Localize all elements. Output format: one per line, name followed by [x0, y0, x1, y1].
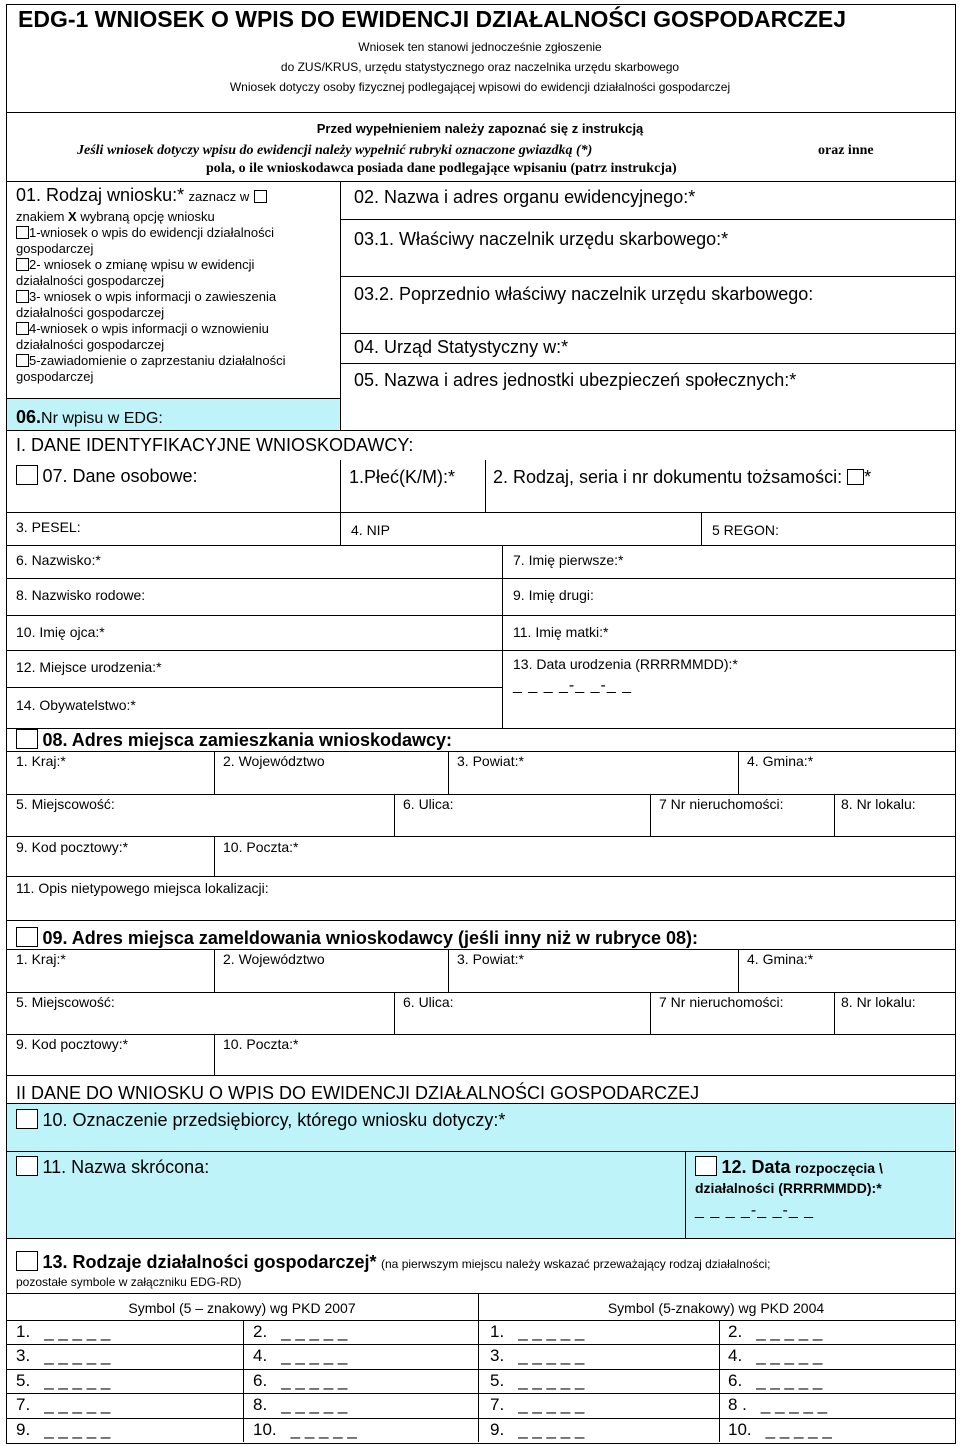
divider — [214, 949, 215, 992]
s01-hint2-x: X — [68, 209, 77, 224]
s06-text: Nr wpisu w EDG: — [41, 410, 163, 427]
pkd-code-number: 10. — [728, 1419, 752, 1439]
pkd-code-cell[interactable] — [728, 1346, 822, 1366]
regon-label: 5 REGON: — [712, 522, 779, 538]
pkd-code-cell[interactable] — [728, 1322, 822, 1342]
divider — [6, 1103, 955, 1104]
pkd-code-mask: _ _ _ _ _ — [281, 1395, 348, 1415]
s12-title-a: 12. Data — [721, 1157, 791, 1177]
s08-gmina: 4. Gmina:* — [747, 753, 814, 769]
s13-title: 13. Rodzaje działalności gospodarczej* — [42, 1252, 377, 1272]
divider — [6, 836, 955, 837]
divider — [6, 1320, 955, 1321]
pkd-code-cell[interactable] — [490, 1346, 584, 1366]
nazwisko-label: 6. Nazwisko:* — [16, 552, 101, 568]
divider — [6, 1238, 955, 1239]
s13-col-2004-header: Symbol (5-znakowy) wg PKD 2004 — [607, 1300, 825, 1316]
s031-label: 03.1. Właściwy naczelnik urzędu skarbowego:* — [354, 229, 729, 249]
s09-nr-lokalu: 8. Nr lokalu: — [841, 994, 916, 1010]
divider — [6, 1369, 955, 1370]
divider — [834, 992, 835, 1034]
instructions-heading: Przed wypełnieniem należy zapoznać się z instrukcją — [316, 121, 644, 136]
pkd-code-cell[interactable] — [490, 1395, 584, 1415]
divider — [214, 836, 215, 876]
pkd-code-number: 8 . — [728, 1395, 747, 1415]
pkd-code-mask: _ _ _ _ _ — [765, 1419, 832, 1439]
s08-opis: 11. Opis nietypowego miejsca lokalizacji: — [16, 880, 269, 896]
checkbox-icon[interactable] — [16, 1156, 38, 1176]
pkd-code-cell[interactable] — [16, 1371, 110, 1391]
divider — [6, 751, 955, 752]
s01-option-5[interactable] — [16, 353, 286, 385]
divider — [6, 398, 341, 399]
pkd-code-mask: _ _ _ _ _ — [518, 1419, 585, 1439]
divider — [719, 1320, 720, 1442]
pkd-code-cell[interactable] — [253, 1346, 347, 1366]
s08-poczta: 10. Poczta:* — [223, 839, 299, 855]
pkd-code-cell[interactable] — [253, 1371, 347, 1391]
s01-hint-2 — [16, 209, 215, 225]
divider — [738, 949, 739, 992]
pkd-code-number: 10. — [253, 1419, 277, 1439]
instructions-line-2: pola, o ile wnioskodawca posiada dane podlegające wpisaniu (patrz instrukcja) — [206, 161, 677, 176]
data-urodzenia-mask[interactable]: _ _ _ _-_ _-_ _ — [513, 677, 633, 694]
divider — [478, 1293, 479, 1442]
s01-option-4-label: 4-wniosek o wpis informacji o wznowieniu — [29, 321, 269, 336]
divider — [738, 751, 739, 794]
obywatelstwo-label: 14. Obywatelstwo:* — [16, 697, 136, 713]
s01-option-3[interactable] — [16, 289, 276, 321]
s13-title-row — [16, 1251, 771, 1273]
divider — [6, 545, 955, 546]
s02-label: 02. Nazwa i adres organu ewidencyjnego:* — [354, 187, 696, 207]
s11-title-row — [16, 1156, 209, 1178]
s12-date-mask[interactable]: _ _ _ _-_ _-_ _ — [695, 1202, 815, 1219]
s06-label — [16, 407, 163, 428]
pkd-code-number: 5. — [490, 1370, 505, 1390]
s09-poczta: 10. Poczta:* — [223, 1036, 299, 1052]
checkbox-icon[interactable] — [16, 322, 29, 335]
s09-woj: 2. Województwo — [223, 951, 325, 967]
divider — [6, 1075, 955, 1076]
pkd-code-cell[interactable] — [253, 1420, 357, 1440]
s032-label: 03.2. Poprzednio właściwy naczelnik urzędu skarbowego: — [354, 284, 814, 304]
s01-hint: zaznacz w — [188, 189, 250, 204]
pkd-code-number: 4. — [728, 1346, 743, 1366]
pkd-code-mask: _ _ _ _ _ — [44, 1346, 111, 1366]
s08-miejscowosc: 5. Miejscowość: — [16, 796, 115, 812]
divider — [340, 219, 955, 220]
pkd-code-mask: _ _ _ _ _ — [756, 1346, 823, 1366]
divider — [6, 876, 955, 877]
s09-powiat: 3. Powiat:* — [457, 951, 524, 967]
s09-ulica: 6. Ulica: — [403, 994, 454, 1010]
s08-title: 08. Adres miejsca zamieszkania wnioskodawcy: — [42, 730, 452, 750]
s07-title-row — [16, 465, 198, 487]
data-urodzenia-label: 13. Data urodzenia (RRRRMMDD):* — [513, 656, 738, 672]
s10-title: 10. Oznaczenie przedsiębiorcy, którego wniosku dotyczy:* — [42, 1110, 506, 1130]
s13-note: (na pierwszym miejscu należy wskazać przeważający rodzaj działalności; — [381, 1257, 771, 1271]
divider — [650, 794, 651, 836]
s01-option-2[interactable] — [16, 257, 254, 289]
pkd-code-number: 3. — [490, 1346, 505, 1366]
divider — [6, 615, 955, 616]
s01-title-row — [16, 185, 267, 206]
checkbox-icon[interactable] — [16, 1251, 38, 1271]
divider — [6, 112, 955, 113]
s01-option-3-label: 3- wniosek o wpis informacji o zawieszenia — [29, 289, 277, 304]
pkd-code-mask: _ _ _ _ _ — [756, 1370, 823, 1390]
header-line-3: Wniosek dotyczy osoby fizycznej podlegającej wpisowi do ewidencji działalności gospodarczej — [229, 80, 731, 94]
checkbox-icon[interactable] — [16, 226, 29, 239]
s13-col-2007-header: Symbol (5 – znakowy) wg PKD 2007 — [128, 1300, 356, 1316]
s01-option-5-label-2: gospodarczej — [16, 369, 94, 384]
divider — [6, 920, 955, 921]
divider — [214, 1034, 215, 1075]
divider — [6, 512, 955, 513]
pkd-code-mask: _ _ _ _ _ — [44, 1395, 111, 1415]
divider — [340, 460, 341, 512]
s10-title-row — [16, 1109, 505, 1131]
s01-option-1-label: 1-wniosek o wpis do ewidencji działalności — [29, 225, 274, 240]
divider — [448, 751, 449, 794]
s11-title: 11. Nazwa skrócona: — [42, 1157, 210, 1177]
instructions-line-1-tail: oraz inne — [818, 143, 874, 158]
pkd-code-mask: _ _ _ _ _ — [760, 1395, 828, 1415]
checkbox-icon[interactable] — [695, 1156, 717, 1176]
pkd-code-mask: _ _ _ _ _ — [44, 1370, 111, 1390]
s09-nr-nieruchomosci: 7 Nr nieruchomości: — [659, 994, 784, 1010]
header-line-2: do ZUS/KRUS, urzędu statystycznego oraz naczelnika urzędu skarbowego — [280, 60, 680, 74]
s08-kraj: 1. Kraj:* — [16, 753, 66, 769]
divider — [6, 992, 955, 993]
pkd-code-mask: _ _ _ _ _ — [281, 1322, 348, 1341]
s06-num: 06. — [16, 407, 42, 427]
s09-title: 09. Adres miejsca zameldowania wnioskodawcy (jeśli inny niż w rubryce 08): — [42, 928, 699, 948]
divider — [6, 650, 955, 651]
s09-gmina: 4. Gmina:* — [747, 951, 814, 967]
pkd-code-cell[interactable] — [253, 1322, 347, 1342]
pkd-code-number: 4. — [253, 1346, 268, 1366]
pkd-code-cell[interactable] — [728, 1420, 832, 1440]
divider — [834, 794, 835, 836]
divider — [448, 949, 449, 992]
s01-option-1[interactable] — [16, 225, 274, 257]
pkd-code-cell[interactable] — [16, 1420, 110, 1440]
divider — [6, 1293, 955, 1294]
divider — [701, 512, 702, 545]
nazwisko-rodowe-label: 8. Nazwisko rodowe: — [16, 587, 146, 603]
divider — [394, 992, 395, 1034]
divider — [6, 687, 502, 688]
divider — [340, 363, 955, 364]
pkd-code-number: 2. — [728, 1322, 743, 1341]
s07-plec-label: 1.Płeć(K/M):* — [349, 467, 456, 487]
pkd-code-number: 1. — [16, 1322, 31, 1341]
divider — [6, 430, 955, 431]
s01-option-4[interactable] — [16, 321, 269, 353]
checkbox-icon[interactable] — [16, 729, 38, 749]
checkbox-icon[interactable] — [16, 1109, 38, 1129]
pkd-code-number: 5. — [16, 1370, 31, 1390]
s09-kraj: 1. Kraj:* — [16, 951, 66, 967]
section-ii-heading: II DANE DO WNIOSKU O WPIS DO EWIDENCJI DZIAŁALNOŚCI GOSPODARCZEJ — [16, 1083, 700, 1103]
s01-option-1-label-2: gospodarczej — [16, 241, 94, 256]
divider — [6, 1418, 955, 1419]
divider — [340, 276, 955, 277]
pkd-code-number: 8. — [253, 1395, 268, 1415]
checkbox-icon[interactable] — [16, 258, 29, 271]
s08-powiat: 3. Powiat:* — [457, 753, 524, 769]
s09-kod-pocztowy: 9. Kod pocztowy:* — [16, 1036, 129, 1052]
checkbox-icon — [254, 190, 267, 203]
divider — [685, 1151, 686, 1238]
pkd-code-mask: _ _ _ _ _ — [518, 1370, 585, 1390]
pkd-code-number: 9. — [490, 1419, 505, 1439]
pkd-code-cell[interactable] — [728, 1371, 822, 1391]
pkd-code-number: 1. — [490, 1322, 505, 1341]
s08-woj: 2. Województwo — [223, 753, 325, 769]
checkbox-icon[interactable] — [847, 469, 864, 485]
s01-option-4-label-2: działalności gospodarczej — [16, 337, 165, 352]
pkd-code-number: 6. — [253, 1370, 268, 1390]
s01-hint2-text: znakiem — [16, 209, 65, 224]
checkbox-icon[interactable] — [16, 290, 29, 303]
divider — [243, 1320, 244, 1442]
pkd-code-mask: _ _ _ _ _ — [518, 1346, 585, 1366]
s01-option-5-label: 5-zawiadomienie o zaprzestaniu działalności — [29, 353, 286, 368]
checkbox-icon[interactable] — [16, 354, 29, 367]
divider — [6, 181, 955, 182]
s01-option-2-label-2: działalności gospodarczej — [16, 273, 165, 288]
s07-title: 07. Dane osobowe: — [42, 466, 198, 486]
pkd-code-mask: _ _ _ _ _ — [518, 1395, 585, 1415]
s07-dok-star: * — [864, 467, 872, 487]
imie-ojca-label: 10. Imię ojca:* — [16, 624, 105, 640]
pkd-code-cell[interactable] — [16, 1346, 110, 1366]
pkd-code-cell[interactable] — [253, 1395, 347, 1415]
imie-matki-label: 11. Imię matki:* — [513, 624, 609, 640]
pkd-code-mask: _ _ _ _ _ — [290, 1419, 357, 1439]
pkd-code-number: 7. — [490, 1395, 505, 1415]
pkd-code-cell[interactable] — [490, 1322, 584, 1342]
pkd-code-mask: _ _ _ _ _ — [44, 1419, 111, 1439]
pkd-code-cell[interactable] — [16, 1395, 110, 1415]
s05-label: 05. Nazwa i adres jednostki ubezpieczeń społecznych:* — [354, 370, 797, 390]
imie2-label: 9. Imię drugi: — [513, 587, 594, 603]
divider — [502, 545, 503, 728]
s09-miejscowosc: 5. Miejscowość: — [16, 994, 115, 1010]
s12-title-b: rozpoczęcia \ — [794, 1160, 883, 1176]
divider — [6, 1344, 955, 1345]
divider — [6, 949, 955, 950]
divider — [650, 992, 651, 1034]
pkd-code-cell[interactable] — [490, 1371, 584, 1391]
s09-title-row — [16, 927, 698, 949]
pkd-code-mask: _ _ _ _ _ — [281, 1346, 348, 1366]
pkd-code-number: 9. — [16, 1419, 31, 1439]
s08-kod-pocztowy: 9. Kod pocztowy:* — [16, 839, 129, 855]
pkd-code-number: 7. — [16, 1395, 31, 1415]
divider — [394, 794, 395, 836]
pkd-code-number: 2. — [253, 1322, 268, 1341]
nip-label: 4. NIP — [351, 522, 390, 538]
s01-title: 01. Rodzaj wniosku:* — [16, 185, 185, 205]
divider — [6, 794, 955, 795]
s12-title-row — [695, 1156, 883, 1178]
imie1-label: 7. Imię pierwsze:* — [513, 552, 624, 568]
checkbox-icon[interactable] — [16, 465, 38, 485]
pkd-code-cell[interactable] — [728, 1395, 827, 1415]
divider — [340, 512, 341, 545]
pkd-code-mask: _ _ _ _ _ — [281, 1370, 348, 1390]
divider — [6, 578, 955, 579]
instructions-line-1: Jeśli wniosek dotyczy wpisu do ewidencji należy wypełnić rubryki oznaczone gwiazdką (*) — [77, 143, 593, 158]
s07-dok-row — [493, 467, 871, 488]
divider — [340, 333, 955, 334]
pesel-label: 3. PESEL: — [16, 519, 81, 535]
form-title: EDG-1 WNIOSEK O WPIS DO EWIDENCJI DZIAŁALNOŚCI GOSPODARCZEJ — [18, 6, 847, 32]
s01-option-3-label-2: działalności gospodarczej — [16, 305, 165, 320]
s01-hint2-text2: wybraną opcję wniosku — [80, 209, 215, 224]
section-i-heading: I. DANE IDENTYFIKACYJNE WNIOSKODAWCY: — [16, 435, 414, 455]
s13-note-2: pozostałe symbole w załączniku EDG-RD) — [16, 1275, 242, 1289]
pkd-code-mask: _ _ _ _ _ — [44, 1322, 111, 1341]
pkd-code-number: 3. — [16, 1346, 31, 1366]
pkd-code-cell[interactable] — [490, 1420, 584, 1440]
divider — [6, 1034, 955, 1035]
s01-option-2-label: 2- wniosek o zmianę wpisu w ewidencji — [29, 257, 255, 272]
s08-ulica: 6. Ulica: — [403, 796, 454, 812]
pkd-code-mask: _ _ _ _ _ — [518, 1322, 585, 1341]
s08-nr-lokalu: 8. Nr lokalu: — [841, 796, 916, 812]
divider — [485, 460, 486, 512]
pkd-code-cell[interactable] — [16, 1322, 110, 1342]
divider — [214, 751, 215, 794]
header-line-1: Wniosek ten stanowi jednocześnie zgłoszenie — [358, 40, 602, 54]
checkbox-icon[interactable] — [16, 927, 38, 947]
miejsce-urodzenia-label: 12. Miejsce urodzenia:* — [16, 659, 162, 675]
divider — [6, 1393, 955, 1394]
pkd-code-number: 6. — [728, 1370, 743, 1390]
pkd-code-mask: _ _ _ _ _ — [756, 1322, 823, 1341]
s12-title-c: działalności (RRRRMMDD):* — [695, 1180, 882, 1196]
s04-label: 04. Urząd Statystyczny w:* — [354, 337, 569, 357]
s08-nr-nieruchomosci: 7 Nr nieruchomości: — [659, 796, 784, 812]
s08-title-row — [16, 729, 452, 751]
s07-dok-label: 2. Rodzaj, seria i nr dokumentu tożsamości: — [493, 467, 843, 487]
